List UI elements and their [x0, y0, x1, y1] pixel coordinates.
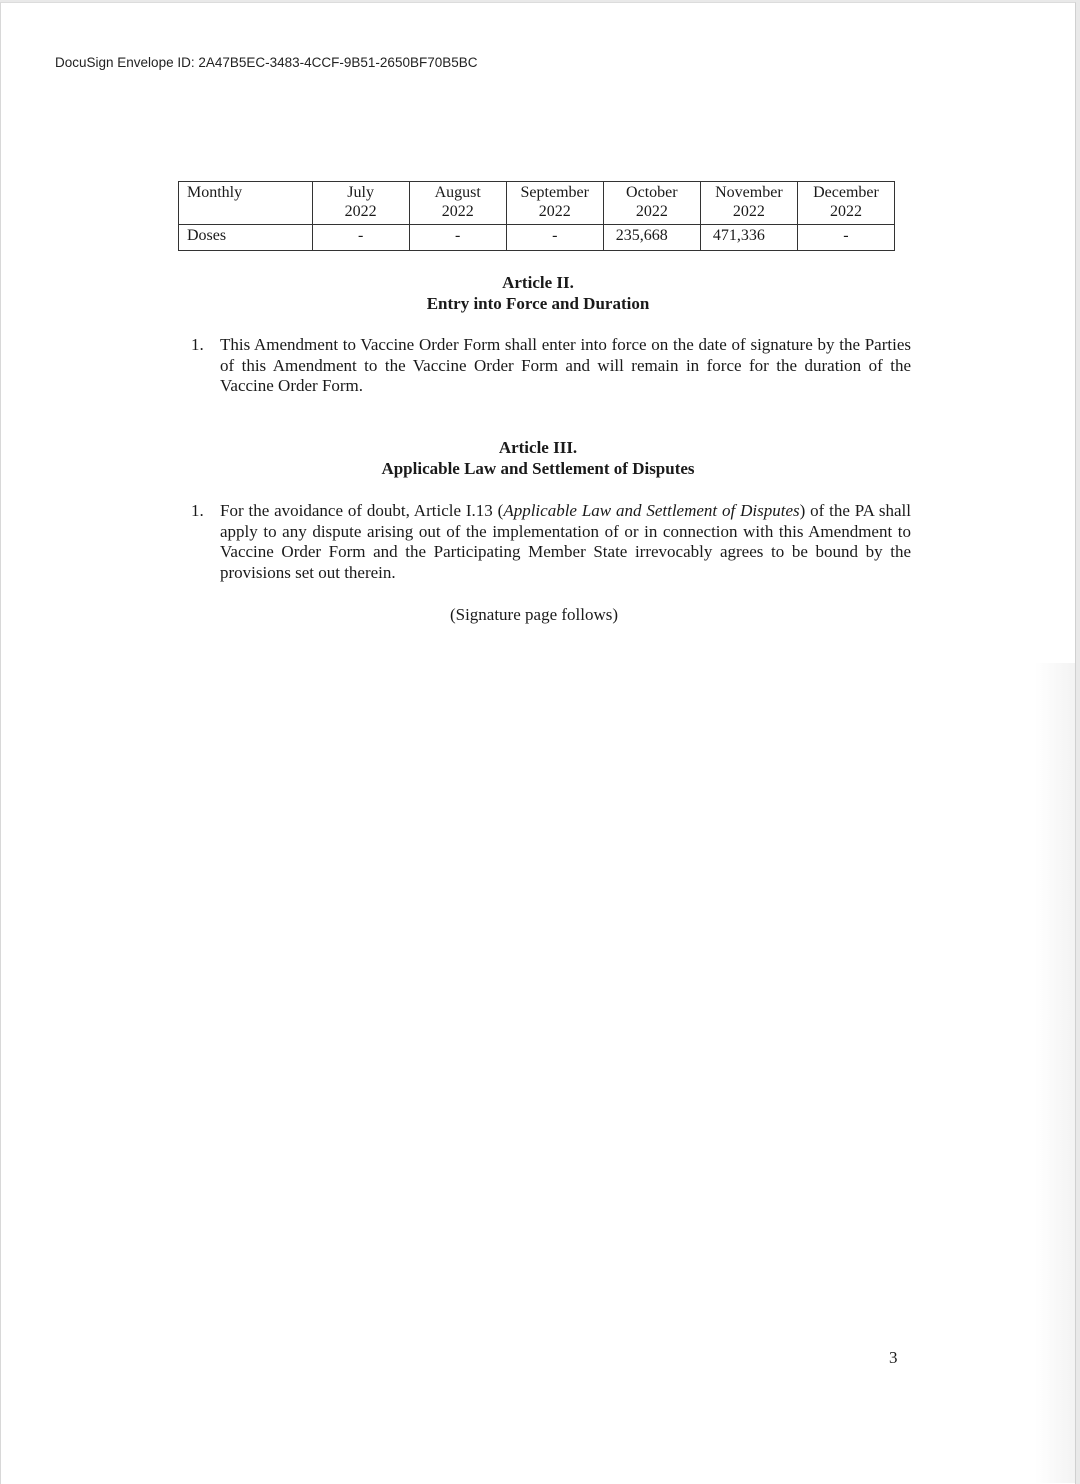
clause-number: 1. [191, 335, 204, 354]
doses-cell: 235,668 [603, 225, 700, 251]
italic-reference: Applicable Law and Settlement of Disputes [503, 501, 800, 520]
monthly-doses-table [178, 181, 895, 251]
table-row-doses [179, 225, 895, 251]
article-3-number: Article III. [498, 438, 578, 457]
article-2-clause-1 [191, 335, 911, 397]
article-2-title: Entry into Force and Duration [426, 294, 650, 313]
article-2-number: Article II. [502, 273, 574, 292]
clause-text: For the avoidance of doubt, Article I.13 (Applicable Law and Settlement of Disputes) of the PA shall apply to any dispute arising out of the implementation of or in connection with this Amendment to Vaccine Order Form and the Participating Member State irrevocably agrees to be bound by the provisions set out therein. [220, 501, 911, 582]
row-label-monthly: Monthly [179, 182, 313, 225]
table-header-row [179, 182, 895, 225]
article-3-clause-1 [191, 501, 911, 583]
doses-cell: - [797, 225, 894, 251]
month-header: August 2022 [409, 182, 506, 225]
page-number: 3 [889, 1348, 898, 1367]
article-3-title: Applicable Law and Settlement of Disputes [381, 459, 695, 478]
doses-cell: - [506, 225, 603, 251]
doses-cell: - [312, 225, 409, 251]
clause-number: 1. [191, 501, 204, 520]
doses-cell: - [409, 225, 506, 251]
doses-cell: 471,336 [700, 225, 797, 251]
month-header: October 2022 [603, 182, 700, 225]
document-page [0, 2, 1076, 1484]
signature-page-note: (Signature page follows) [449, 605, 619, 624]
row-label-doses: Doses [179, 225, 313, 251]
month-header: July 2022 [312, 182, 409, 225]
month-header: September 2022 [506, 182, 603, 225]
docusign-envelope-id: DocuSign Envelope ID: 2A47B5EC-3483-4CCF-9B51-2650BF70B5BC [55, 55, 478, 70]
month-header: November 2022 [700, 182, 797, 225]
month-header: December 2022 [797, 182, 894, 225]
page-shadow [1035, 663, 1075, 1483]
clause-text: This Amendment to Vaccine Order Form shall enter into force on the date of signature by the Parties of this Amendment to the Vaccine Order Form and will remain in force for the duration of the Vaccine Order Form. [220, 335, 911, 395]
